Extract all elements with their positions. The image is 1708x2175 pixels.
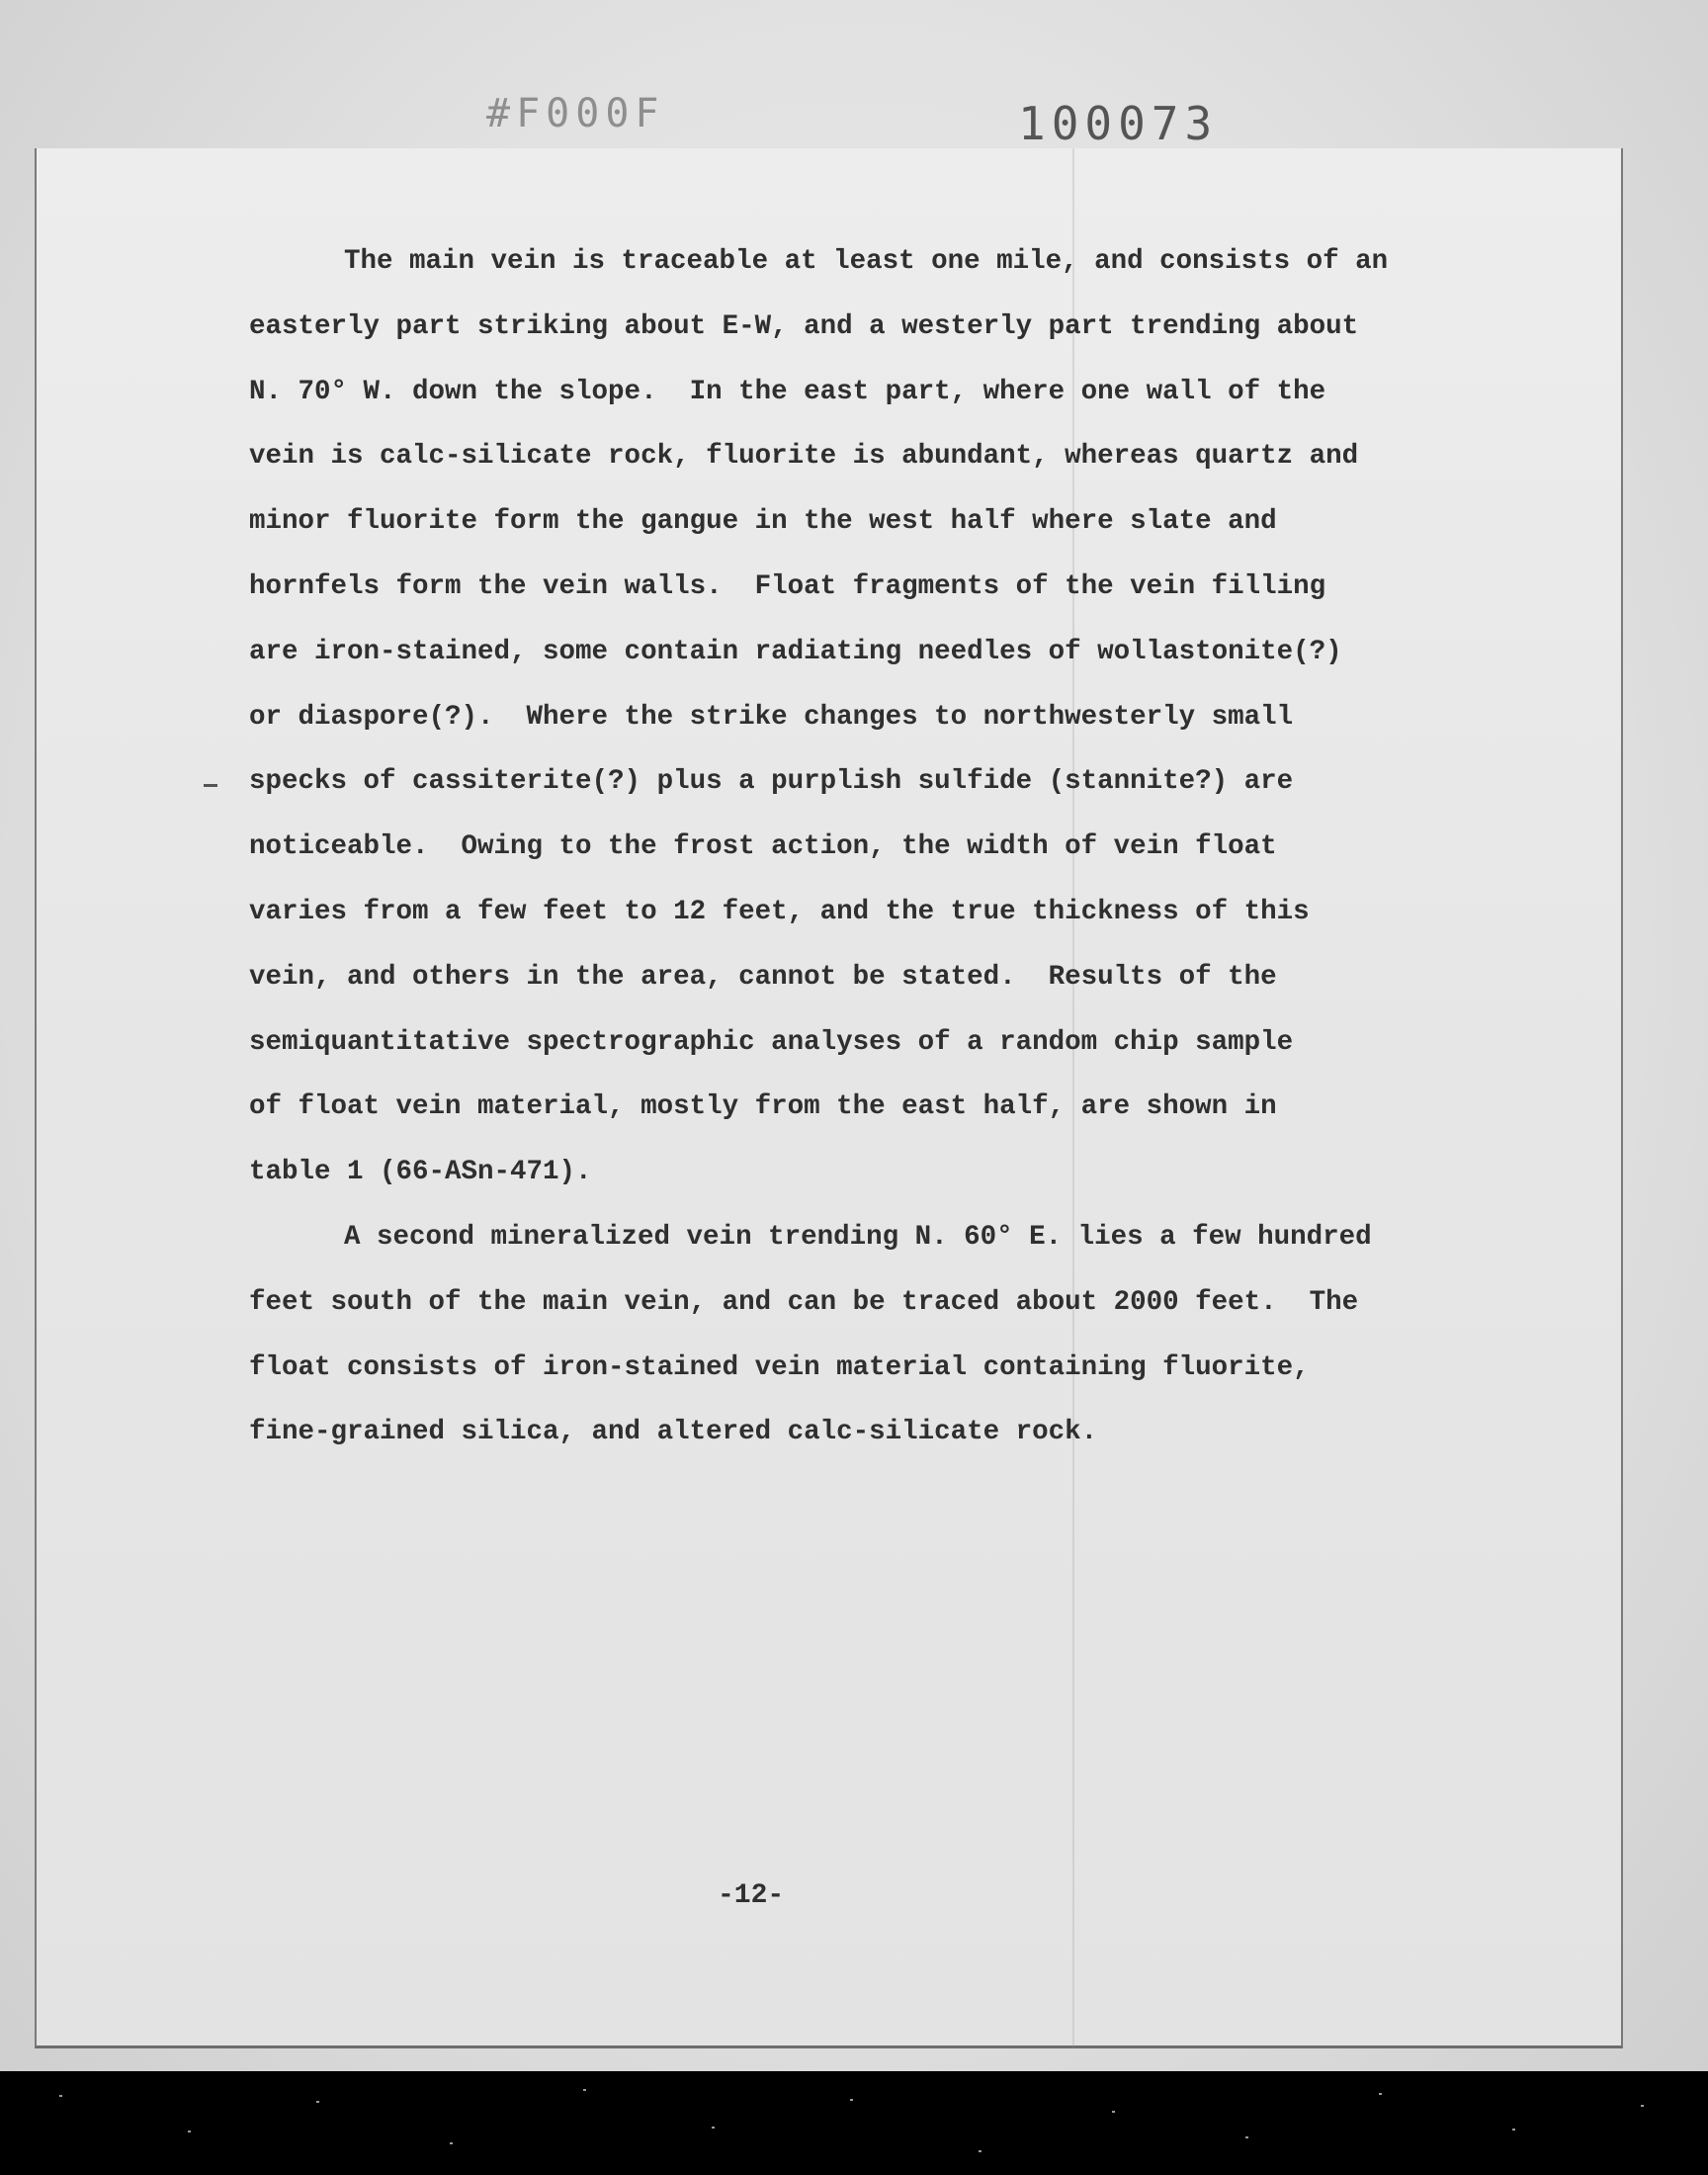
document-body bbox=[249, 229, 1435, 1465]
text-line: of float vein material, mostly from the east half, are shown in bbox=[249, 1091, 1277, 1123]
text-line: feet south of the main vein, and can be traced about 2000 feet. The bbox=[249, 1286, 1359, 1318]
text-line: A second mineralized vein trending N. 60° E. lies a few hundred bbox=[344, 1221, 1372, 1253]
noise-speck bbox=[316, 2101, 319, 2103]
text-line: specks of cassiterite(?) plus a purplish sulfide (stannite?) are bbox=[249, 766, 1294, 798]
noise-speck bbox=[850, 2099, 853, 2101]
text-line: table 1 (66-ASn-471). bbox=[249, 1157, 592, 1188]
text-line: minor fluorite form the gangue in the west half where slate and bbox=[249, 506, 1277, 538]
margin-mark bbox=[204, 784, 217, 787]
page-number: -12- bbox=[718, 1880, 785, 1911]
text-line: or diaspore(?). Where the strike changes to northwesterly small bbox=[249, 701, 1294, 733]
noise-speck bbox=[583, 2089, 586, 2091]
archive-stamp-left: #F000F bbox=[486, 91, 665, 136]
archive-stamp-right: 100073 bbox=[1018, 97, 1219, 150]
noise-speck bbox=[1245, 2136, 1248, 2138]
text-line: vein is calc-silicate rock, fluorite is abundant, whereas quartz and bbox=[249, 441, 1359, 473]
noise-speck bbox=[59, 2095, 62, 2097]
noise-speck bbox=[1512, 2129, 1515, 2131]
text-line: float consists of iron-stained vein material containing fluorite, bbox=[249, 1351, 1310, 1383]
text-line: easterly part striking about E-W, and a westerly part trending about bbox=[249, 310, 1359, 342]
text-line: hornfels form the vein walls. Float fragments of the vein filling bbox=[249, 570, 1326, 602]
noise-speck bbox=[450, 2142, 453, 2144]
noise-speck bbox=[1641, 2105, 1644, 2107]
text-line: vein, and others in the area, cannot be stated. Results of the bbox=[249, 961, 1277, 993]
noise-speck bbox=[188, 2131, 191, 2132]
text-line: varies from a few feet to 12 feet, and the true thickness of this bbox=[249, 896, 1310, 927]
text-line: are iron-stained, some contain radiating needles of wollastonite(?) bbox=[249, 636, 1342, 667]
noise-speck bbox=[979, 2150, 982, 2152]
text-line: The main vein is traceable at least one mile, and consists of an bbox=[344, 246, 1389, 277]
noise-speck bbox=[712, 2127, 715, 2129]
text-line: noticeable. Owing to the frost action, the width of vein float bbox=[249, 831, 1277, 863]
noise-speck bbox=[1379, 2093, 1382, 2095]
scanner-bed-edge bbox=[0, 2071, 1708, 2175]
text-line: semiquantitative spectrographic analyses of a random chip sample bbox=[249, 1026, 1294, 1058]
text-line: fine-grained silica, and altered calc-silicate rock. bbox=[249, 1417, 1098, 1448]
noise-speck bbox=[1112, 2111, 1115, 2113]
text-line: N. 70° W. down the slope. In the east part, where one wall of the bbox=[249, 376, 1326, 407]
